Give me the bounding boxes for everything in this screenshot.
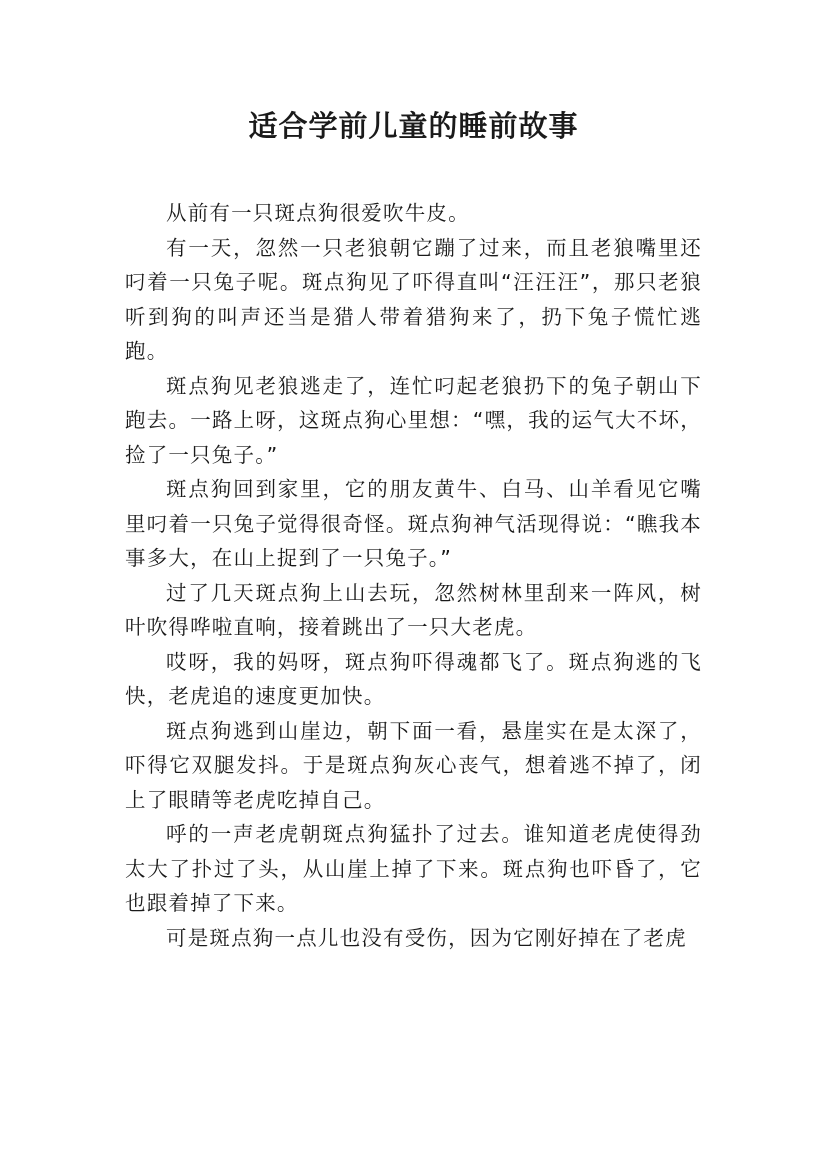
paragraph-4: 斑点狗回到家里，它的朋友黄牛、白马、山羊看见它嘴里叼着一只兔子觉得很奇怪。斑点狗神气活现得说：“瞧我本事多大，在山上捉到了一只兔子。”	[125, 477, 702, 570]
paragraph-5: 过了几天斑点狗上山去玩，忽然树林里刮来一阵风，树叶吹得哗啦直响，接着跳出了一只大老虎。	[125, 580, 702, 639]
paragraph-6: 哎呀，我的妈呀，斑点狗吓得魂都飞了。斑点狗逃的飞快，老虎追的速度更加快。	[125, 649, 702, 708]
document-body	[125, 196, 702, 955]
paragraph-1: 从前有一只斑点狗很爱吹牛皮。	[166, 201, 470, 225]
paragraph-2: 有一天，忽然一只老狼朝它蹦了过来，而且老狼嘴里还叼着一只兔子呢。斑点狗见了吓得直叫“汪汪汪”，那只老狼听到狗的叫声还当是猎人带着猎狗来了，扔下兔子慌忙逃跑。	[125, 235, 702, 363]
paragraph-9: 可是斑点狗一点儿也没有受伤，因为它刚好掉在了老虎	[166, 925, 687, 950]
paragraph-7: 斑点狗逃到山崖边，朝下面一看，悬崖实在是太深了，吓得它双腿发抖。于是斑点狗灰心丧气，想着逃不掉了，闭上了眼睛等老虎吃掉自己。	[125, 718, 702, 812]
paragraph-3: 斑点狗见老狼逃走了，连忙叼起老狼扔下的兔子朝山下跑去。一路上呀，这斑点狗心里想：“嘿，我的运气大不坏，捡了一只兔子。”	[125, 373, 702, 467]
document-title: 适合学前儿童的睡前故事	[248, 109, 579, 143]
paragraph-8: 呼的一声老虎朝斑点狗猛扑了过去。谁知道老虎使得劲太大了扑过了头，从山崖上掉了下来。斑点狗也吓昏了，它也跟着掉了下来。	[125, 822, 702, 915]
